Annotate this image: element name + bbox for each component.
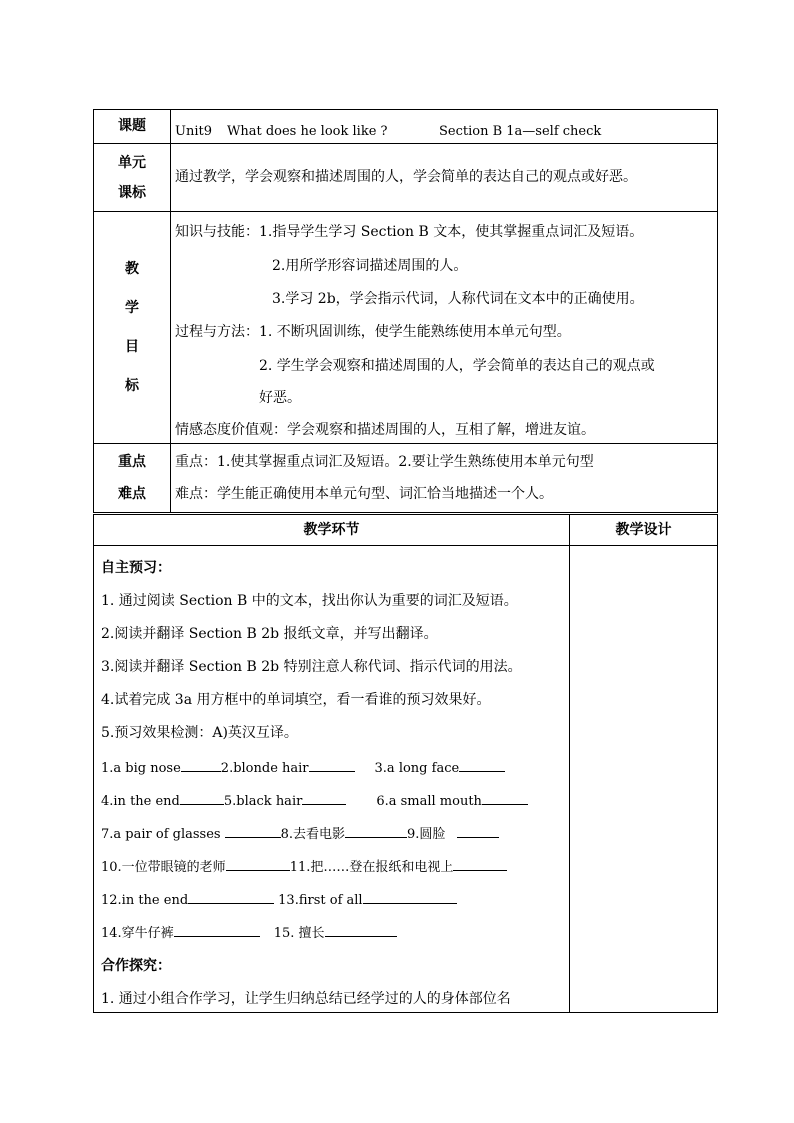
exercise-prompt: 10.一位带眼镜的老师 <box>101 860 226 875</box>
answer-blank[interactable] <box>309 759 355 772</box>
unit-goal-label <box>94 144 171 212</box>
preview-item: 3.阅读并翻译 Section B 2b 特别注意人称代词、指示代词的用法。 <box>101 659 522 675</box>
answer-blank[interactable] <box>325 924 397 937</box>
unit-goal-statement: 通过教学，学会观察和描述周围的人，学会简单的表达自己的观点或好恶。 <box>175 169 637 186</box>
preview-item: 5.预习效果检测：A)英汉互译。 <box>101 725 298 741</box>
unit-goal-text <box>171 144 718 212</box>
process-content-cell <box>94 546 570 1013</box>
objective-line: 情感态度价值观：学会观察和描述周围的人，互相了解，增进友谊。 <box>175 422 595 438</box>
exercise-row <box>101 825 499 843</box>
answer-blank[interactable] <box>363 891 457 904</box>
unit-number: Unit9 <box>175 123 212 139</box>
exercise-prompt: 9.圆脸 <box>406 827 446 842</box>
answer-blank[interactable] <box>225 825 281 838</box>
exercise-prompt: 4.in the end <box>101 794 180 809</box>
objectives-label-char: 教 <box>125 260 139 277</box>
topic-cell <box>171 110 718 144</box>
preview-heading: 自主预习： <box>101 560 171 576</box>
exercise-row <box>101 759 505 777</box>
exercise-prompt: 11.把……登在报纸和电视上 <box>289 860 454 875</box>
objectives-label <box>94 212 171 444</box>
answer-blank[interactable] <box>174 924 260 937</box>
exercise-prompt: 2.blonde hair <box>220 761 309 776</box>
answer-blank[interactable] <box>226 858 290 871</box>
teaching-process-table <box>93 514 718 1013</box>
preview-item: 1. 通过阅读 Section B 中的文本，找出你认为重要的词汇及短语。 <box>101 593 518 609</box>
exercise-row <box>101 891 457 909</box>
exercise-prompt: 1.a big nose <box>101 761 181 776</box>
answer-blank[interactable] <box>482 792 528 805</box>
cooperation-item: 1. 通过小组合作学习，让学生归纳总结已经学过的人的身体部位名 <box>101 991 511 1007</box>
exercise-row <box>101 924 397 942</box>
objective-line: 2.用所学形容词描述周围的人。 <box>272 258 468 274</box>
objective-line: 好恶。 <box>259 390 301 406</box>
exercise-prompt: 13.first of all <box>278 893 363 908</box>
objective-line: 过程与方法：1. 不断巩固训练，使学生能熟练使用本单元句型。 <box>175 324 571 340</box>
exercise-prompt: 5.black hair <box>223 794 303 809</box>
section-range: Section B 1a—self check <box>439 123 602 139</box>
answer-blank[interactable] <box>345 825 407 838</box>
preview-item: 4.试着完成 3a 用方框中的单词填空，看一看谁的预习效果好。 <box>101 692 491 708</box>
key-points-label <box>94 444 171 513</box>
objectives-label-char: 学 <box>125 299 139 316</box>
answer-blank[interactable] <box>459 759 505 772</box>
cooperation-heading: 合作探究： <box>101 958 171 974</box>
objectives-cell <box>171 212 718 444</box>
design-notes-cell[interactable] <box>570 546 718 1013</box>
preview-item: 2.阅读并翻译 Section B 2b 报纸文章，并写出翻译。 <box>101 626 438 642</box>
lesson-info-table <box>93 109 718 513</box>
key-points-label-line1: 重点 <box>118 454 146 470</box>
exercise-row <box>101 858 507 876</box>
exercise-row <box>101 792 528 810</box>
key-point-text: 重点：1.使其掌握重点词汇及短语。2.要让学生熟练使用本单元句型 <box>175 454 594 470</box>
exercise-prompt: 14.穿牛仔裤 <box>101 926 174 941</box>
answer-blank[interactable] <box>453 858 507 871</box>
col-header-process: 教学环节 <box>94 515 570 546</box>
answer-blank[interactable] <box>302 792 346 805</box>
key-points-cell <box>171 444 718 513</box>
difficult-point-text: 难点：学生能正确使用本单元句型、词汇恰当地描述一个人。 <box>175 486 553 502</box>
exercise-prompt: 8.去看电影 <box>280 827 345 842</box>
answer-blank[interactable] <box>181 759 221 772</box>
exercise-prompt: 7.a pair of glasses <box>101 827 221 842</box>
exercise-prompt: 3.a long face <box>374 761 460 776</box>
unit-goal-label-line2: 课标 <box>118 184 146 201</box>
col-header-design: 教学设计 <box>570 515 718 546</box>
objectives-label-char: 目 <box>125 338 139 355</box>
exercise-prompt: 12.in the end <box>101 893 189 908</box>
objective-line: 知识与技能：1.指导学生学习 Section B 文本，使其掌握重点词汇及短语。 <box>175 224 644 240</box>
lesson-title: What does he look like ? <box>227 123 388 139</box>
exercise-prompt: 6.a small mouth <box>376 794 482 809</box>
objective-line: 2. 学生学会观察和描述周围的人，学会简单的表达自己的观点或 <box>259 358 655 374</box>
answer-blank[interactable] <box>188 891 274 904</box>
unit-goal-label-line1: 单元 <box>118 154 146 171</box>
answer-blank[interactable] <box>457 825 499 838</box>
objective-line: 3.学习 2b，学会指示代词，人称代词在文本中的正确使用。 <box>272 291 644 307</box>
objectives-label-char: 标 <box>125 377 139 394</box>
key-points-label-line2: 难点 <box>118 486 146 502</box>
answer-blank[interactable] <box>180 792 224 805</box>
topic-label: 课题 <box>94 110 171 144</box>
exercise-prompt: 15. 擅长 <box>273 926 325 941</box>
